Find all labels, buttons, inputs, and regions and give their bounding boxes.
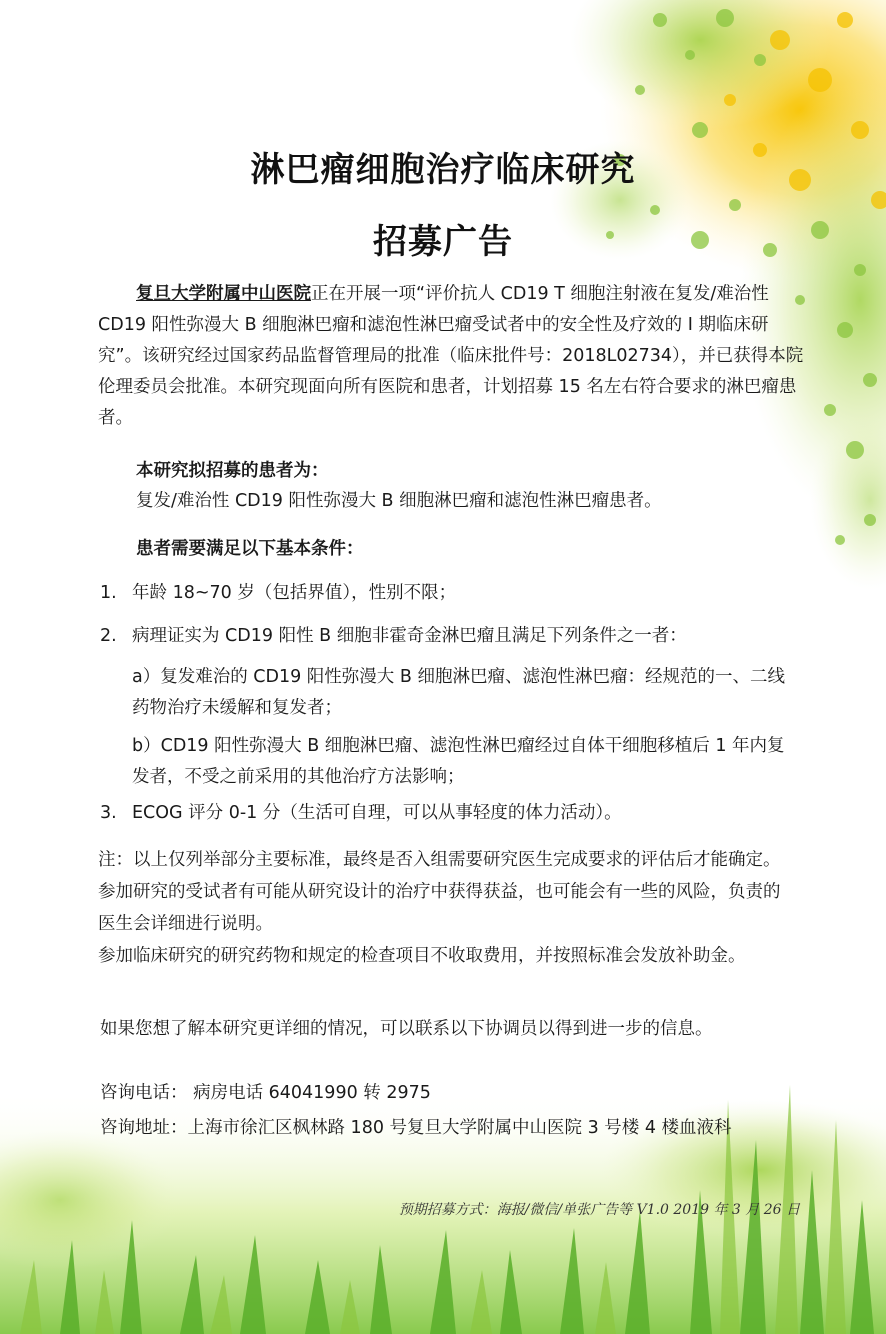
- address-label: 咨询地址：: [100, 1118, 188, 1138]
- criteria-item-1: [100, 578, 456, 609]
- target-text: 复发/难治性 CD19 阳性弥漫大 B 细胞淋巴瘤和滤泡性淋巴瘤患者。: [136, 491, 662, 511]
- criteria-item-number: 2.: [100, 626, 117, 646]
- phone-value: 病房电话 64041990 转 2975: [193, 1083, 431, 1103]
- criteria-item-number: 3.: [100, 803, 117, 823]
- target-heading: 本研究拟招募的患者为：: [136, 461, 329, 481]
- hospital-name: 复旦大学附属中山医院: [136, 284, 311, 304]
- criteria-item-text: ECOG 评分 0-1 分（生活可自理，可以从事轻度的体力活动）。: [132, 803, 622, 823]
- criteria-sub-item-b: b）CD19 阳性弥漫大 B 细胞淋巴瘤、滤泡性淋巴瘤经过自体干细胞移植后 1 年内复发者，不受之前采用的其他治疗方法影响；: [132, 736, 785, 787]
- poster-title: 淋巴瘤细胞治疗临床研究: [250, 150, 636, 190]
- intro-text: 正在开展一项“评价抗人 CD19 T 细胞注射液在复发/难治性 CD19 阳性弥漫大 B 细胞淋巴瘤和滤泡性淋巴瘤受试者中的安全性及疗效的 I 期临床研究”。该研究经过国家药品监督管理局的批准（临床批件号：2018L02734），并已获得本院伦理委员会批准。本研究现面向所有医院和患者，计划招募 15 名左右符合要求的淋巴瘤患者。: [98, 284, 804, 428]
- criteria-heading: 患者需要满足以下基本条件：: [136, 539, 364, 559]
- note-line: 注：以上仅列举部分主要标准，最终是否入组需要研究医生完成要求的评估后才能确定。: [98, 850, 781, 870]
- criteria-item-text: 病理证实为 CD19 阳性 B 细胞非霍奇金淋巴瘤且满足下列条件之一者：: [132, 626, 687, 646]
- version-footer: 预期招募方式：海报/微信/单张广告等 V1.0 2019 年 3 月 26 日: [398, 1202, 800, 1218]
- address-row: [100, 1113, 732, 1144]
- criteria-item-number: 1.: [100, 583, 117, 603]
- note-line: 参加临床研究的研究药物和规定的检查项目不收取费用，并按照标准会发放补助金。: [98, 946, 746, 966]
- criteria-item-2: [100, 621, 687, 652]
- notes-block: [98, 844, 814, 972]
- note-line: 参加研究的受试者有可能从研究设计的治疗中获得获益，也可能会有一些的风险，负责的: [98, 882, 781, 902]
- phone-label: 咨询电话：: [100, 1083, 188, 1103]
- poster-subtitle: 招募广告: [373, 222, 513, 262]
- criteria-item-text: 年龄 18~70 岁（包括界值），性别不限；: [132, 583, 457, 603]
- more-info-text: 如果您想了解本研究更详细的情况，可以联系以下协调员以得到进一步的信息。: [100, 1019, 713, 1039]
- note-line: 医生会详细进行说明。: [98, 914, 273, 934]
- criteria-item-3: [100, 798, 622, 829]
- phone-row: [100, 1078, 431, 1109]
- criteria-sub-item-a: a）复发难治的 CD19 阳性弥漫大 B 细胞淋巴瘤、滤泡性淋巴瘤：经规范的一、二线药物治疗未缓解和复发者；: [132, 667, 785, 718]
- address-value: 上海市徐汇区枫林路 180 号复旦大学附属中山医院 3 号楼 4 楼血液科: [187, 1118, 732, 1138]
- intro-paragraph: [98, 279, 812, 434]
